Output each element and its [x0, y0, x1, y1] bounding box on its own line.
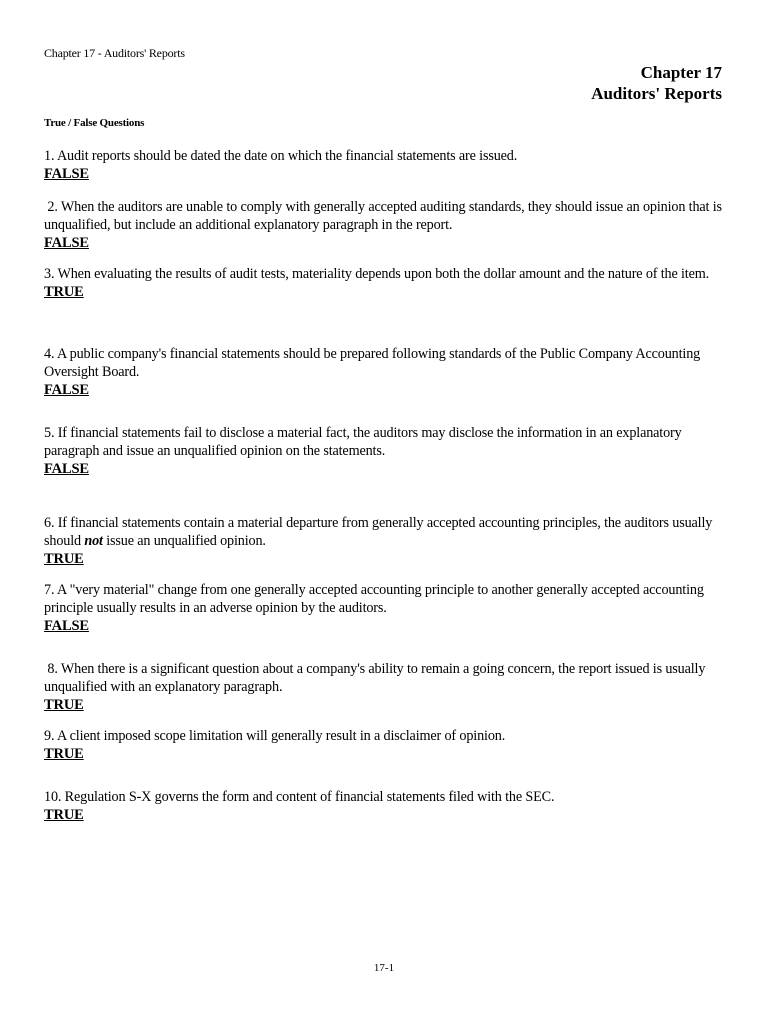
- answer-label: TRUE: [44, 807, 84, 823]
- question-item: [44, 514, 724, 569]
- question-text: 5. If financial statements fail to disclose a material fact, the auditors may disclose the information in an explanatory paragraph and issue an unqualified opinion on the statements.: [44, 425, 682, 459]
- question-text: 8. When there is a significant question about a company's ability to remain a going concern, the report issued is usually unqualified with an explanatory paragraph.: [44, 661, 709, 695]
- question-item: [44, 788, 724, 825]
- answer-label: FALSE: [44, 618, 89, 634]
- question-text-part: 6. If financial statements contain a material departure from generally accepted accounting principles, the auditors usually should: [44, 515, 713, 549]
- answer-label: TRUE: [44, 697, 84, 713]
- chapter-number: Chapter 17: [640, 63, 722, 82]
- answer-label: TRUE: [44, 551, 84, 567]
- answer-label: TRUE: [44, 746, 84, 762]
- question-text: 4. A public company's financial statements should be prepared following standards of the Public Company Accounting Oversight Board.: [44, 346, 701, 380]
- question-text: [44, 514, 724, 550]
- question-item: [44, 345, 724, 400]
- question-text: 9. A client imposed scope limitation will generally result in a disclaimer of opinion.: [44, 728, 506, 744]
- question-text-part: issue an unqualified opinion.: [102, 533, 266, 549]
- question-item: [44, 147, 724, 184]
- question-item: [44, 660, 724, 715]
- answer-label: FALSE: [44, 235, 89, 251]
- answer-label: FALSE: [44, 461, 89, 477]
- answer-label: TRUE: [44, 284, 84, 300]
- answer-label: FALSE: [44, 166, 89, 182]
- question-text: 1. Audit reports should be dated the date on which the financial statements are issued.: [44, 148, 518, 164]
- question-item: [44, 198, 724, 253]
- question-text: 7. A "very material" change from one generally accepted accounting principle to another generally accepted accounting principle usually results in an adverse opinion by the auditors.: [44, 582, 704, 616]
- section-label: True / False Questions: [44, 117, 145, 129]
- question-item: [44, 727, 724, 764]
- question-item: [44, 265, 724, 302]
- question-text: 3. When evaluating the results of audit tests, materiality depends upon both the dollar amount and the nature of the item.: [44, 266, 710, 282]
- chapter-heading: [591, 62, 722, 104]
- page-number: 17-1: [373, 962, 395, 974]
- running-header: Chapter 17 - Auditors' Reports: [44, 46, 185, 60]
- emphasis-text: not: [84, 533, 103, 549]
- answer-label: FALSE: [44, 382, 89, 398]
- chapter-title: Auditors' Reports: [591, 84, 722, 103]
- question-item: [44, 581, 724, 636]
- question-text: 2. When the auditors are unable to comply with generally accepted auditing standards, they should issue an opinion that is unqualified, but include an additional explanatory paragraph in the report.: [44, 199, 726, 233]
- question-item: [44, 424, 724, 479]
- question-text: 10. Regulation S-X governs the form and content of financial statements filed with the SEC.: [44, 789, 555, 805]
